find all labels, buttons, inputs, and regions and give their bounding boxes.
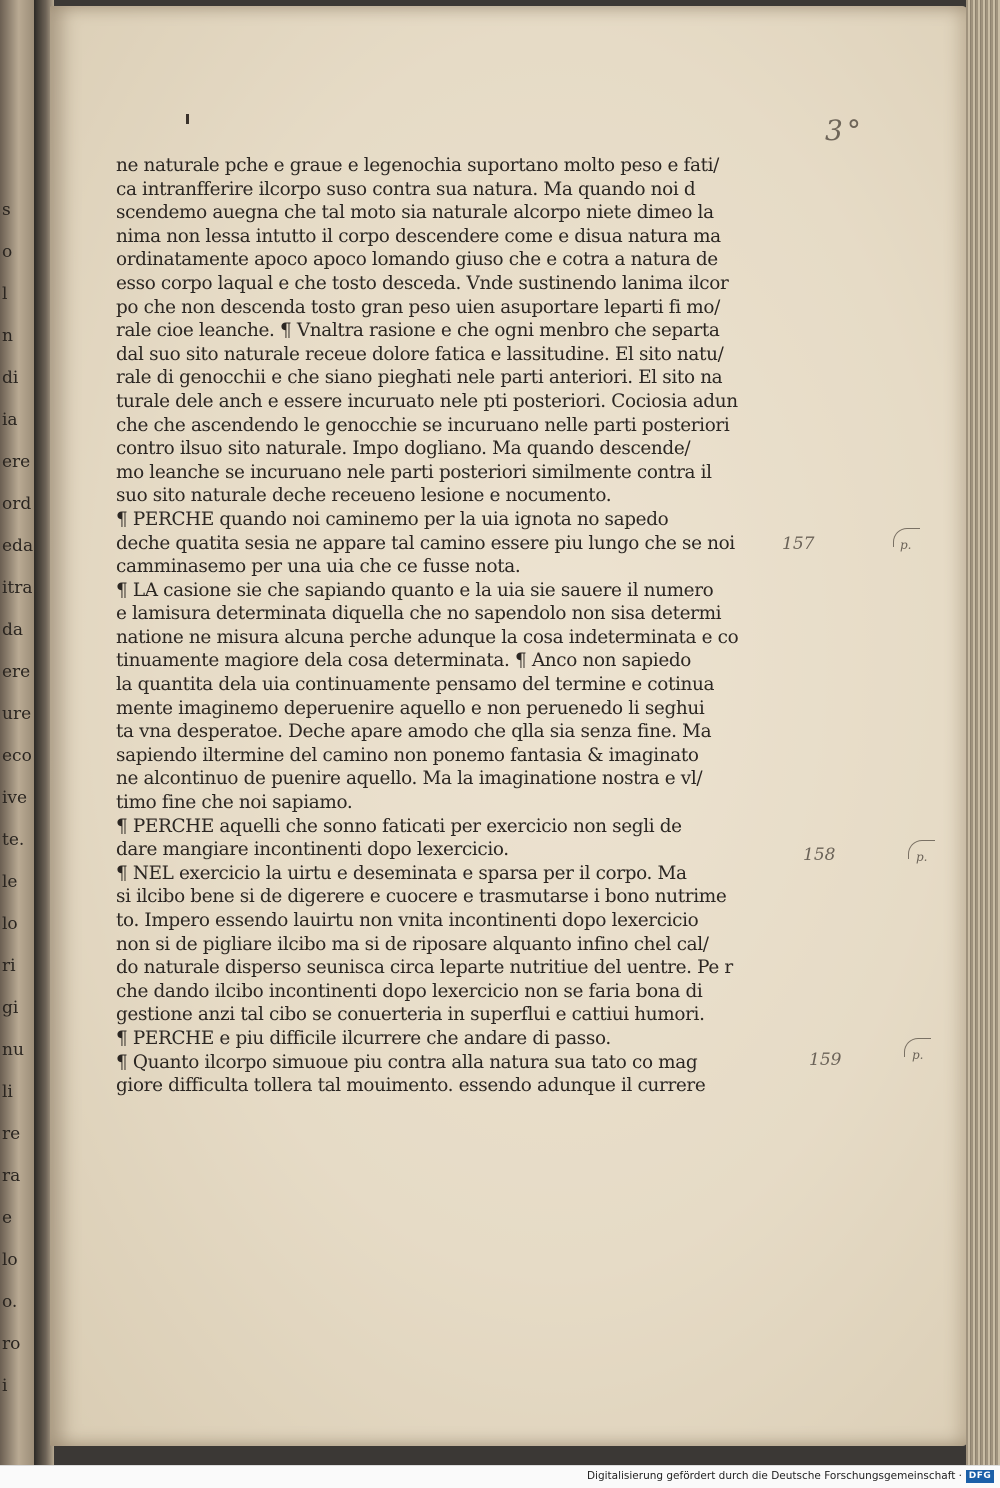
text-line: ne alcontinuo de puenire aquello. Ma la imaginatione nostra e vl/ — [116, 768, 703, 790]
text-line: suo sito naturale deche receueno lesione e nocumento. — [116, 485, 612, 507]
text-line: ne naturale pche e graue e legenochia suportano molto peso e fati/ — [116, 155, 719, 176]
text-line: giore difficulta tollera tal mouimento. essendo adunque il currere — [116, 1075, 706, 1097]
left-page-fragment: s — [2, 200, 11, 220]
text-line: dal suo sito naturale receue dolore fatica e lassitudine. El sito natu/ — [116, 343, 724, 365]
margin-hook-label-1: p. — [900, 538, 912, 552]
text-line: e lamisura determinata diquella che no sapendolo non sisa determi — [116, 603, 722, 625]
text-line: to. Impero essendo lauirtu non vnita incontinenti dopo lexercicio — [116, 910, 699, 931]
left-page-fragment: eco — [2, 746, 32, 766]
text-line: contro ilsuo sito naturale. Impo dogliano. Ma quando descende/ — [116, 438, 691, 460]
left-page-fragment: e — [2, 1208, 13, 1228]
margin-note-158: 158 — [803, 845, 836, 865]
text-line: turale dele anch e essere incuruato nele pti posteriori. Cociosia adun — [116, 390, 738, 412]
left-page-fragment: di — [2, 368, 19, 388]
text-line: ¶ PERCHE e piu difficile ilcurrere che andare di passo. — [116, 1027, 611, 1049]
text-line: ¶ PERCHE quando noi caminemo per la uia ignota no sapedo — [116, 508, 669, 530]
text-line: si ilcibo bene si de digerere e cuocere e trasmutarse i bono nutrime — [116, 886, 727, 908]
text-line: ca intranfferire ilcorpo suso contra sua natura. Ma quando noi d — [116, 178, 696, 200]
margin-hook-label-2: p. — [916, 850, 928, 864]
left-page-fragment: li — [2, 1082, 13, 1102]
left-page-fragment: ri — [2, 956, 16, 976]
left-page-fragment: n — [2, 326, 13, 346]
text-line: timo fine che noi sapiamo. — [116, 792, 353, 814]
left-page-fragment: ere — [2, 662, 31, 682]
left-page-fragment: o. — [2, 1292, 18, 1312]
text-line: nima non lessa intutto il corpo descendere come e disua natura ma — [116, 225, 721, 247]
text-line: ¶ LA casione sie che sapiando quanto e la uia sie sauere il numero — [116, 579, 714, 601]
text-line: che dando ilcibo incontinenti dopo lexercicio non se faria bona di — [116, 980, 703, 1002]
left-page-fragment: ra — [2, 1166, 21, 1186]
left-page-fragment: o — [2, 242, 13, 262]
text-line: dare mangiare incontinenti dopo lexercicio. — [116, 839, 509, 861]
text-line: camminasemo per una uia che ce fusse nota. — [116, 556, 521, 578]
text-line: tinuamente magiore dela cosa determinata. ¶ Anco non sapiedo — [116, 650, 692, 672]
left-page-fragment: ro — [2, 1334, 21, 1354]
text-line: sapiendo iltermine del camino non ponemo fantasia & imaginato — [116, 744, 699, 766]
text-line: ta vna desperatoe. Deche apare amodo che qlla sia senza fine. Ma — [116, 721, 712, 743]
folio-number: 3° — [825, 114, 865, 147]
funding-credit: Digitalisierung gefördert durch die Deutsche Forschungsgemeinschaft · — [586, 1470, 962, 1482]
left-page-fragment: lo — [2, 1250, 18, 1270]
text-line: mente imaginemo deperuenire aquello e non peruenedo li seghui — [116, 697, 705, 719]
text-line: ¶ Quanto ilcorpo simuoue piu contra alla natura sua tato co mag — [116, 1051, 698, 1073]
margin-hook-label-3: p. — [912, 1048, 924, 1062]
left-page-fragment: itra — [2, 578, 33, 598]
left-page-fragment: nu — [2, 1040, 24, 1060]
text-line: mo leanche se incuruano nele parti posteriori similmente contra il — [116, 461, 712, 483]
left-page-fragment: ive — [2, 788, 28, 808]
left-page-fragment: eda — [2, 536, 34, 556]
dfg-logo: DFG — [966, 1470, 994, 1483]
text-line: scendemo auegna che tal moto sia naturale alcorpo niete dimeo la — [116, 202, 714, 224]
text-line: ¶ PERCHE aquelli che sonno faticati per exercicio non segli de — [116, 815, 682, 837]
text-line: deche quatita sesia ne appare tal camino essere piu lungo che se noi — [116, 532, 735, 554]
left-page-fragment: ia — [2, 410, 18, 430]
text-line: gestione anzi tal cibo se conuerteria in superflui e cattiui humori. — [116, 1004, 705, 1026]
left-page-fragment: i — [2, 1376, 8, 1396]
text-line: do naturale disperso seunisca circa leparte nutritiue del uentre. Pe r — [116, 957, 733, 979]
left-page-fragment: lo — [2, 914, 18, 934]
text-line: che che ascendendo le genocchie se incuruano nelle parti posteriori — [116, 414, 730, 436]
text-line: natione ne misura alcuna perche adunque la cosa indeterminata e co — [116, 626, 739, 648]
main-text-block — [116, 154, 739, 1098]
left-page-fragment: te. — [2, 830, 25, 850]
left-page-fragment: ure — [2, 704, 32, 724]
left-page-edge — [0, 0, 34, 1465]
text-line: po che non descenda tosto gran peso uien asuportare leparti fi mo/ — [116, 296, 720, 318]
margin-note-157: 157 — [782, 534, 815, 554]
text-line: rale cioe leanche. ¶ Vnaltra rasione e che ogni menbro che separta — [116, 320, 720, 342]
margin-note-159: 159 — [809, 1050, 842, 1070]
page-stack-edge — [966, 0, 1000, 1465]
left-page-fragment: gi — [2, 998, 19, 1018]
left-page-fragment: ere — [2, 452, 31, 472]
text-line: esso corpo laqual e che tosto desceda. Vnde sustinendo lanima ilcor — [116, 272, 729, 294]
ink-mark — [186, 114, 189, 124]
text-line: ordinatamente apoco apoco lomando giuso che e cotra a natura de — [116, 249, 718, 271]
left-page-fragment: da — [2, 620, 24, 640]
text-line: ¶ NEL exercicio la uirtu e deseminata e sparsa per il corpo. Ma — [116, 862, 687, 884]
left-page-fragment: ord — [2, 494, 32, 514]
text-line: la quantita dela uia continuamente pensamo del termine e cotinua — [116, 674, 715, 696]
text-line: rale di genocchii e che siano pieghati nele parti anteriori. El sito na — [116, 367, 723, 389]
left-page-fragment: re — [2, 1124, 21, 1144]
text-line: non si de pigliare ilcibo ma si de riposare alquanto infino chel cal/ — [116, 933, 709, 955]
left-page-fragment: l — [2, 284, 8, 304]
left-page-fragment: le — [2, 872, 18, 892]
footer-bar — [0, 1465, 1000, 1488]
